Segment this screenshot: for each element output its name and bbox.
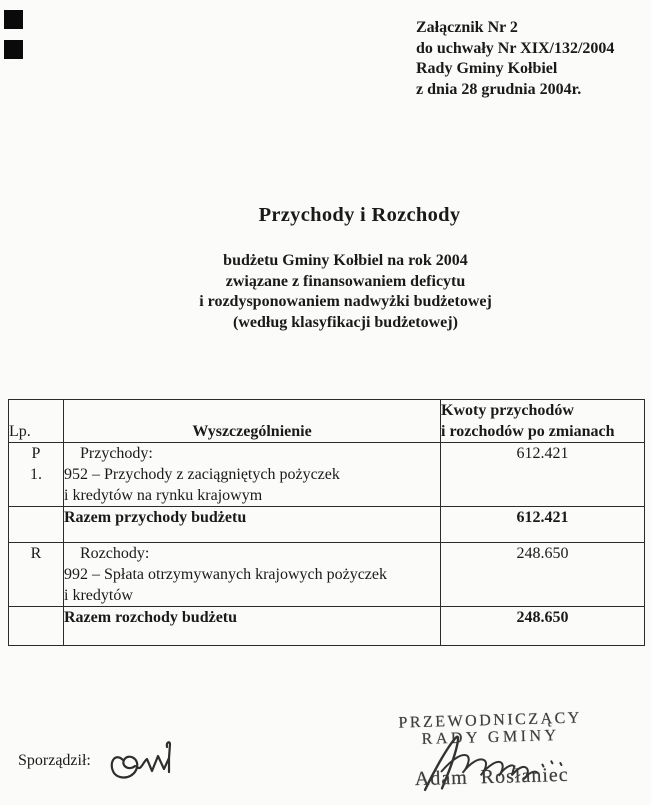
document-title: Przychody i Rozchody (258, 204, 461, 226)
table-header-row (9, 400, 645, 443)
lp-line: P (31, 445, 41, 462)
subtitle-line: i rozdysponowaniem nadwyżki budżetowej (199, 293, 492, 311)
description-line: i kredytów na rynku krajowym (64, 487, 263, 504)
cell-lp (9, 443, 64, 507)
attachment-header (416, 18, 614, 100)
table-row-przychody (9, 443, 645, 507)
table-row-rozchody (9, 543, 645, 607)
stamp-chairman-name: Adam Rosłaniec (414, 763, 569, 791)
cell-description (64, 443, 441, 507)
cell-total-label: Razem rozchody budżetu (64, 607, 441, 646)
table-row-razem-przychody (9, 507, 645, 543)
description-line: Rozchody: (80, 545, 150, 562)
cell-description (64, 543, 441, 607)
cell-lp-empty (9, 507, 64, 543)
column-header-amount-line1: Kwoty przychodów (441, 402, 574, 419)
scan-artifact-square-top (4, 10, 23, 29)
description-line: 992 – Spłata otrzymywanych krajowych pożyczek (64, 566, 388, 583)
chairman-stamp (383, 709, 599, 792)
description-line: Przychody: (80, 445, 153, 462)
scan-artifact-square-bottom (4, 40, 23, 59)
cell-total-amount: 612.421 (441, 507, 645, 543)
prepared-by-label: Sporządził: (18, 752, 91, 769)
description-line: i kredytów (64, 587, 133, 604)
lp-line: R (30, 545, 42, 562)
cell-lp (9, 543, 64, 607)
attachment-header-line: z dnia 28 grudnia 2004r. (416, 80, 582, 98)
subtitle-line: związane z finansowaniem deficytu (225, 272, 466, 290)
prepared-by-signature (106, 736, 188, 788)
cell-amount: 248.650 (441, 543, 645, 607)
description-line: 952 – Przychody z zaciągniętych pożyczek (64, 466, 340, 483)
chairman-signature (410, 730, 580, 793)
subtitle-line: budżetu Gminy Kołbiel na rok 2004 (223, 252, 468, 269)
budget-table (8, 399, 645, 646)
table-row-razem-rozchody (9, 607, 645, 646)
stamp-title-line1: PRZEWODNICZĄCY (398, 709, 583, 732)
cell-amount: 612.421 (441, 443, 645, 507)
attachment-header-line: Załącznik Nr 2 (416, 19, 518, 36)
stamp-title-line2: RADY GMINY (421, 727, 560, 748)
attachment-header-line: Rady Gminy Kołbiel (416, 60, 558, 77)
cell-total-amount: 248.650 (441, 607, 645, 646)
column-header-amount-line2: i rozchodów po zmianach (441, 423, 615, 440)
column-header-lp: Lp. (9, 400, 64, 443)
column-header-amount (441, 400, 645, 443)
column-header-description: Wyszczególnienie (64, 400, 441, 443)
subtitle-line: (według klasyfikacji budżetowej) (233, 314, 458, 332)
cell-lp-empty (9, 607, 64, 646)
document-subtitle (0, 251, 651, 334)
lp-line: 1. (30, 466, 42, 483)
cell-total-label: Razem przychody budżetu (64, 507, 441, 543)
attachment-header-line: do uchwały Nr XIX/132/2004 (416, 39, 615, 57)
